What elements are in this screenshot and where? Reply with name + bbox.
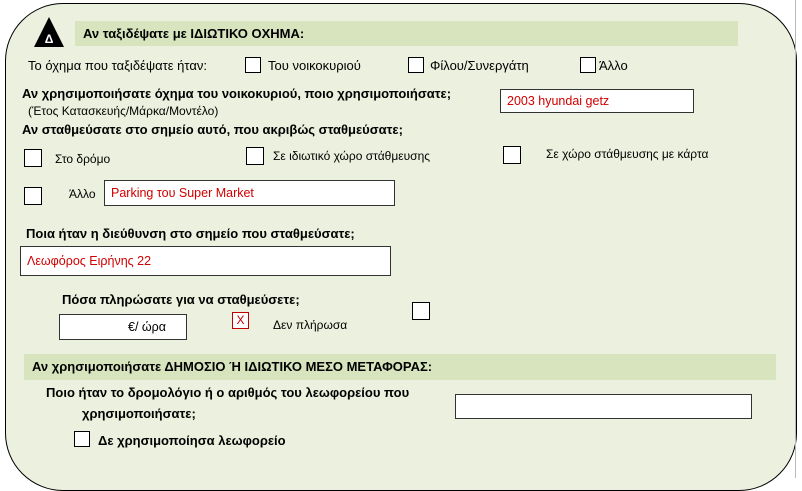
option-friend-label: Φίλου/Συνεργάτη: [430, 58, 529, 73]
household-question: Αν χρησιμοποιήσατε όχημα του νοικοκυριού, ποιο χρησιμοποιήσατε;: [22, 86, 452, 101]
pay-x-mark[interactable]: X: [232, 312, 249, 329]
route-question-line2: χρησιμοποιήσατε;: [82, 406, 196, 421]
parking-street-label: Στο δρόμο: [55, 152, 111, 166]
no-pay-label: Δεν πλήρωσα: [273, 318, 348, 332]
route-input[interactable]: [455, 394, 752, 419]
parking-question: Αν σταθμεύσατε στο σημείο αυτό, που ακριβώς σταθμεύσατε;: [22, 122, 403, 137]
pay-question: Πόσα πληρώσατε για να σταθμεύσετε;: [62, 292, 300, 307]
checkbox-friend[interactable]: [408, 57, 424, 73]
no-bus-label: Δε χρησιμοποίησα λεωφορείο: [98, 433, 286, 448]
page-edge: [795, 0, 796, 478]
option-other-vehicle-label: Άλλο: [599, 58, 628, 73]
route-question-line1: Ποιο ήταν το δρομολόγιο ή ο αριθμός του λεωφορείου που: [46, 385, 410, 400]
address-input[interactable]: Λεωφόρος Ειρήνης 22: [20, 246, 391, 276]
section-b-title: Αν χρησιμοποιήσατε ΔΗΜΟΣΙΟ Ή ΙΔΙΩΤΙΚΟ ΜΕΣΟ ΜΕΤΑΦΟΡΑΣ:: [32, 359, 433, 374]
other-parking-label: Άλλο: [69, 187, 96, 201]
badge-letter: Δ: [44, 32, 54, 46]
checkbox-card-parking[interactable]: [503, 146, 521, 164]
checkbox-other-vehicle[interactable]: [580, 57, 596, 73]
checkbox-no-bus[interactable]: [74, 431, 90, 447]
checkbox-street[interactable]: [24, 149, 42, 167]
parking-private-label: Σε ιδιωτικό χώρο στάθμευσης: [273, 149, 431, 163]
section-a-header: [75, 21, 738, 46]
parking-card-label: Σε χώρο στάθμευσης με κάρτα: [546, 147, 709, 161]
option-household-label: Του νοικοκυριού: [268, 58, 361, 73]
section-b-header: [24, 354, 776, 380]
pay-amount-input[interactable]: €/ ώρα: [59, 314, 187, 340]
checkbox-household[interactable]: [245, 57, 261, 73]
household-hint: (Έτος Κατασκευής/Μάρκα/Μοντέλο): [28, 104, 219, 118]
vehicle-question: Το όχημα που ταξιδέψατε ήταν:: [28, 58, 207, 73]
household-vehicle-input[interactable]: 2003 hyundai getz: [500, 89, 694, 113]
other-parking-input[interactable]: Parking του Super Market: [104, 180, 395, 206]
checkbox-other-parking[interactable]: [24, 187, 42, 205]
section-badge-icon: [32, 14, 66, 48]
section-a-title: Αν ταξιδέψατε με ΙΔΙΩΤΙΚΟ ΟΧΗΜΑ:: [83, 26, 305, 41]
checkbox-no-pay[interactable]: [412, 302, 430, 320]
address-question: Ποια ήταν η διεύθυνση στο σημείο που σταθμεύσατε;: [26, 226, 355, 241]
checkbox-private-parking[interactable]: [246, 147, 264, 165]
